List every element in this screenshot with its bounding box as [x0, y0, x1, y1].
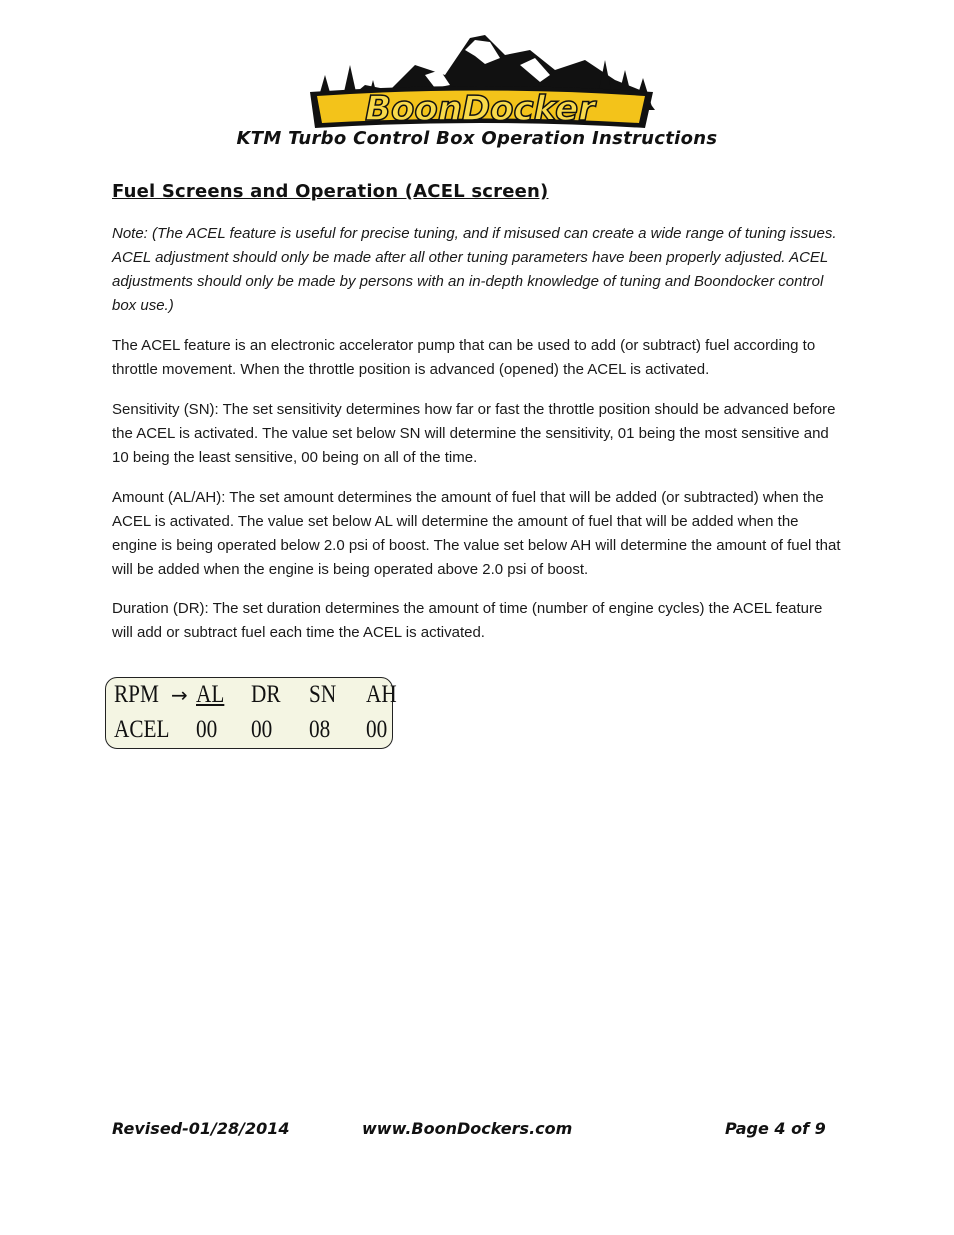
- lcd-value-sn: 08: [309, 716, 331, 743]
- svg-text:BoonDocker: BoonDocker: [365, 89, 595, 129]
- document-title: KTM Turbo Control Box Operation Instructions: [236, 128, 718, 149]
- footer-website: www.BoonDockers.com: [362, 1119, 573, 1138]
- lcd-value-ah: 00: [366, 716, 388, 743]
- amount-paragraph: Amount (AL/AH): The set amount determines the amount of fuel that will be added (or subtracted) when the ACEL is activated. The value set below AL will determine the amount of fuel that will be added when the engine is being operated below 2.0 psi of boost. The value set below AH will determine the amount of fuel that will be added when the engine is being operated above 2.0 psi of boost.: [112, 489, 841, 578]
- footer-page-number: Page 4 of 9: [725, 1119, 826, 1138]
- lcd-label-dr: DR: [251, 681, 281, 708]
- lcd-label-acel: ACEL: [114, 716, 170, 743]
- lcd-label-rpm: RPM: [114, 681, 159, 708]
- footer-revised-date: Revised-01/28/2014: [112, 1119, 290, 1138]
- lcd-value-al: 00: [196, 716, 218, 743]
- duration-paragraph: Duration (DR): The set duration determines the amount of time (number of engine cycles) the ACEL feature will add or subtract fuel each time the ACEL is activated.: [112, 600, 823, 641]
- section-heading: Fuel Screens and Operation (ACEL screen): [112, 181, 549, 202]
- sensitivity-paragraph: Sensitivity (SN): The set sensitivity determines how far or fast the throttle position should be advanced before the ACEL is activated. The value set below SN will determine the sensitivity, 01 being the most sensitive and 10 being the least sensitive, 00 being on all of the time.: [112, 401, 836, 466]
- arrow-right-icon: →: [171, 683, 188, 707]
- lcd-screen: [105, 677, 397, 749]
- mountain-trees-logo: [295, 30, 665, 132]
- lcd-label-al: AL: [196, 681, 225, 708]
- lcd-label-ah: AH: [366, 681, 397, 708]
- acel-description-paragraph: The ACEL feature is an electronic accelerator pump that can be used to add (or subtract) fuel according to throttle movement. When the throttle position is advanced (opened) the ACEL is activated.: [112, 337, 816, 378]
- note-paragraph: Note: (The ACEL feature is useful for precise tuning, and if misused can create a wide range of tuning issues. ACEL adjustment should only be made after all other tuning parameters have been properly adjusted. ACEL adjustments should only be made by persons with an in-depth knowledge of tuning and Boondocker control box use.): [112, 225, 837, 314]
- lcd-value-dr: 00: [251, 716, 273, 743]
- boondocker-logo: [295, 30, 665, 132]
- lcd-label-sn: SN: [309, 681, 337, 708]
